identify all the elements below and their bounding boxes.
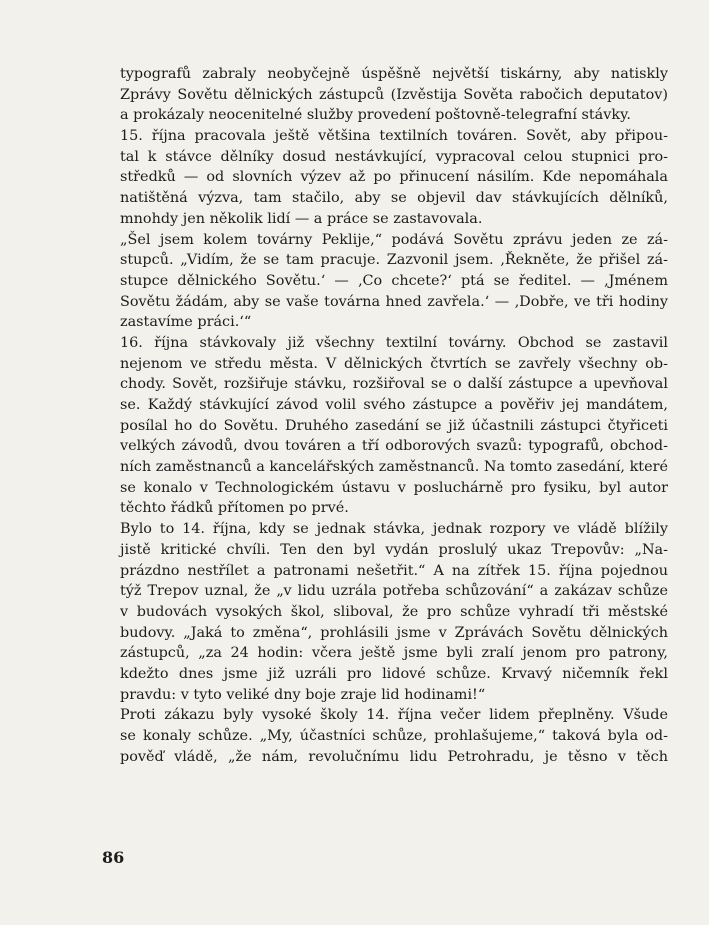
text-line: 15. října pracovala ještě většina textilních továren. Sovět, aby připou- <box>120 128 668 145</box>
text-line: Bylo to 14. října, kdy se jednak stávka, jednak rozpory ve vládě blížily <box>120 521 668 538</box>
text-line: pravdu: v tyto veliké dny boje zraje lid hodinami!“ <box>120 686 486 703</box>
page-number: 86 <box>102 848 125 867</box>
text-line: zástupců, „za 24 hodin: včera ještě jsme byli zralí jenom pro patrony, <box>120 645 668 662</box>
text-line: se. Každý stávkující závod volil svého zástupce a pověřiv jej mandátem, <box>120 397 668 413</box>
text-line: kdežto dnes jsme již uzráli pro lidové schůze. Krvavý ničemník řekl <box>120 665 668 682</box>
text-line: Sovětu žádám, aby se vaše továrna hned zavřela.‘ — ‚Dobře, ve tři hodiny <box>120 293 668 310</box>
text-line: pověď vládě, „že nám, revolučnímu lidu Petrohradu, je těsno v těch <box>120 748 668 765</box>
text-line: chody. Sovět, rozšiřuje stávku, rozšiřoval se o další zástupce a upevňoval <box>120 376 668 393</box>
text-line: a prokázaly neocenitelné služby provedení poštovně-telegrafní stávky. <box>120 107 631 124</box>
text-line: týž Trepov uznal, že „v lidu uzrála potřeba schůzování“ a zakázav schůze <box>120 583 668 600</box>
text-line: se konaly schůze. „My, účastníci schůze, prohlašujeme,“ taková byla od- <box>120 728 668 744</box>
text-line: nejenom ve středu města. V dělnických čtvrtích se zavřely všechny ob- <box>120 355 668 372</box>
text-line: Zprávy Sovětu dělnických zástupců (Izvěstija Sověta rabočich deputatov) <box>120 86 668 103</box>
text-line: 16. října stávkovaly již všechny textilní továrny. Obchod se zastavil <box>120 334 668 351</box>
text-line: se konalo v Technologickém ústavu v posluchárně pro fysiku, byl autor <box>120 479 668 496</box>
text-line: stupců. „Vidím, že se tam pracuje. Zazvonil jsem. ‚Řekněte, že přišel zá- <box>120 252 668 269</box>
body-text <box>120 64 668 767</box>
text-line: prázdno nestřílet a patronami nešetřit.“ A na zítřek 15. října pojednou <box>120 562 668 579</box>
text-line: typografů zabraly neobyčejně úspěšně největší tiskárny, aby natiskly <box>120 66 668 82</box>
text-line: středků — od slovních výzev až po přinucení násilím. Kde nepomáhala <box>120 169 668 186</box>
text-line: mnohdy jen několik lidí — a práce se zastavovala. <box>120 210 483 227</box>
text-line: velkých závodů, dvou továren a tří odborových svazů: typografů, obchod- <box>120 438 668 455</box>
text-line: „Šel jsem kolem továrny Peklije,“ podává Sovětu zprávu jeden ze zá- <box>120 231 668 248</box>
text-line: těchto řádků přítomen po prvé. <box>120 500 349 517</box>
text-line: budovy. „Jaká to změna“, prohlásili jsme v Zprávách Sovětu dělnických <box>120 624 668 641</box>
text-line: v budovách vysokých škol, sliboval, že pro schůze vyhradí tři městské <box>120 603 668 620</box>
text-line: tal k stávce dělníky dosud nestávkující, vypracoval celou stupnici pro- <box>120 148 668 165</box>
text-line: natištěná výzva, tam stačilo, aby se objevil dav stávkujících dělníků, <box>120 190 668 207</box>
text-line: ních zaměstnanců a kancelářských zaměstnanců. Na tomto zasedání, které <box>120 459 668 476</box>
text-line: Proti zákazu byly vysoké školy 14. října večer lidem přeplněny. Všude <box>120 707 668 724</box>
text-line: stupce dělnického Sovětu.‘ — ‚Co chcete?‘ ptá se ředitel. — ‚Jménem <box>120 272 668 289</box>
text-line: jistě kritické chvíli. Ten den byl vydán proslulý ukaz Trepovův: „Na- <box>120 541 668 558</box>
text-line: zastavíme práci.‘“ <box>120 314 252 331</box>
text-line: posílal ho do Sovětu. Druhého zasedání se již účastnili zástupci čtyřiceti <box>120 417 668 434</box>
